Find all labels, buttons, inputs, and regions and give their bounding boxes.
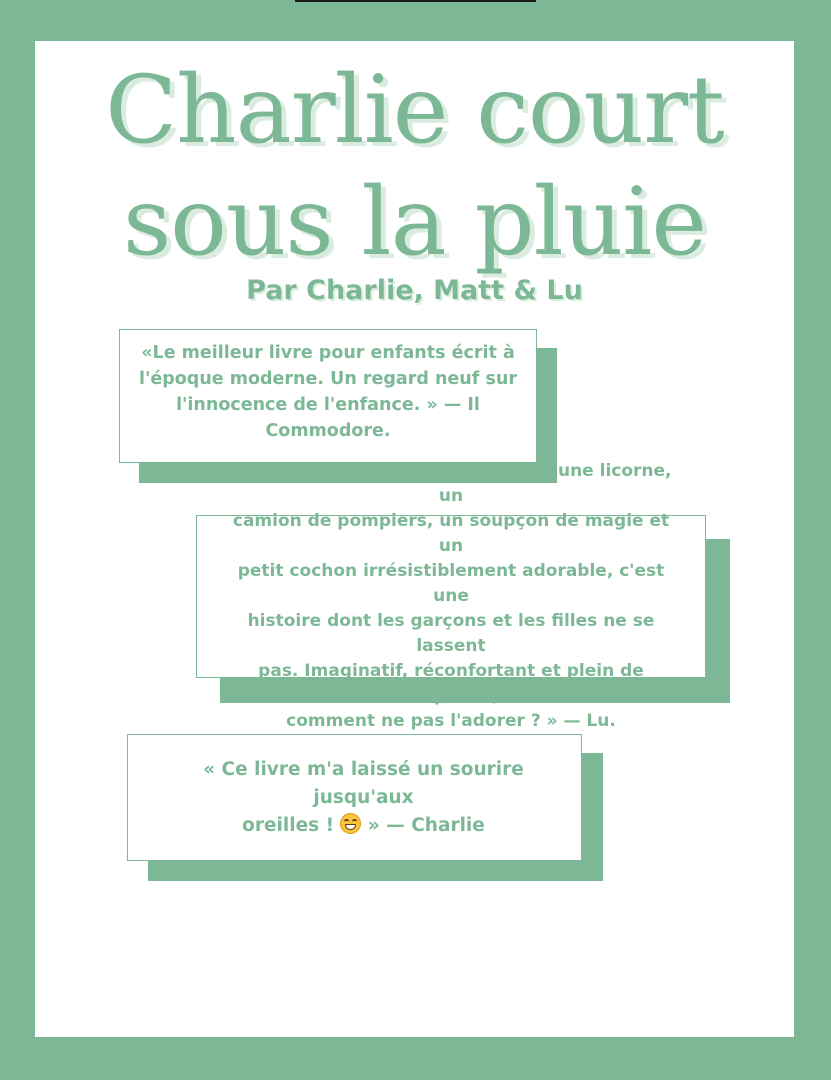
top-edge-bar xyxy=(295,0,536,2)
quote-line: l'époque moderne. Un regard neuf sur xyxy=(139,369,517,389)
quote-line: pas. Imaginatif, réconfortant et plein de surprises, xyxy=(258,661,644,706)
author-byline: Par Charlie, Matt & Lu xyxy=(246,275,583,306)
quote-box xyxy=(119,329,537,463)
quote-box xyxy=(127,734,582,861)
quote-line: camion de pompiers, un soupçon de magie et un xyxy=(232,511,670,556)
quote-line: petit cochon irrésistiblement adorable, c'est une xyxy=(237,561,665,606)
quote-box xyxy=(196,461,706,731)
quote-line: «Le meilleur livre pour enfants écrit à xyxy=(141,343,515,363)
quote-line: histoire dont les garçons et les filles ne se lassent xyxy=(247,611,655,656)
grinning-face-emoji-icon xyxy=(340,813,361,834)
quote-text xyxy=(227,459,675,734)
quote-text xyxy=(168,756,559,840)
page xyxy=(35,41,794,1037)
quote-line: comment ne pas l'adorer ? » — Lu. xyxy=(286,711,616,731)
title-line-1: Charlie court xyxy=(105,56,724,165)
page-title xyxy=(35,55,794,279)
quote-text xyxy=(120,340,536,444)
quote-line: » — Charlie xyxy=(361,814,485,836)
quote-line: oreilles ! xyxy=(242,814,341,836)
title-line-2: sous la pluie xyxy=(123,168,706,277)
quote-line: l'innocence de l'enfance. » — Il Commodore. xyxy=(176,395,480,441)
quote-line: « Ce livre est un pur délice ! Avec une licorne, un xyxy=(230,461,672,506)
quote-line: « Ce livre m'a laissé un sourire jusqu'aux xyxy=(203,758,524,808)
